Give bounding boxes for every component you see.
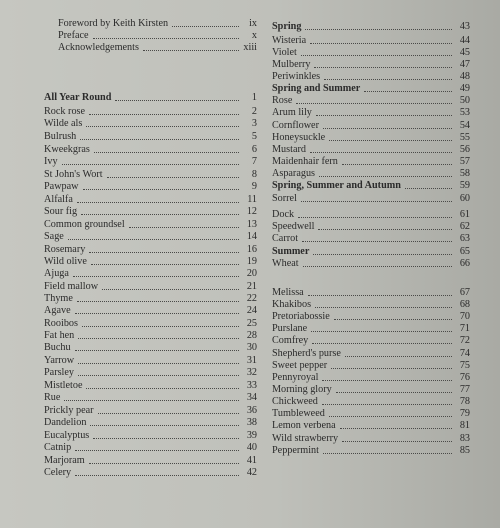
page-number: 7 <box>251 156 257 167</box>
toc-entry <box>272 221 470 233</box>
entry-label: Arum lily <box>272 107 312 118</box>
page-number: 77 <box>459 384 470 395</box>
frontmatter-entry <box>44 42 257 54</box>
entry-label: Sour fig <box>44 206 78 217</box>
entry-label: Lemon verbena <box>272 420 336 431</box>
entry-label: Mistletoe <box>44 380 83 391</box>
dot-leader <box>329 140 452 141</box>
page-number: 62 <box>459 221 470 232</box>
toc-entry <box>44 318 257 330</box>
page-number: 20 <box>246 268 257 279</box>
toc-entry <box>272 396 470 408</box>
toc-entry <box>44 392 257 404</box>
entry-label: Violet <box>272 47 297 58</box>
entry-label: Ivy <box>44 156 58 167</box>
entry-label: Cornflower <box>272 120 319 131</box>
toc-entry <box>272 445 470 457</box>
entry-label: Peppermint <box>272 445 319 456</box>
toc-entry <box>44 256 257 268</box>
page-number: 74 <box>459 348 470 359</box>
page-number: 45 <box>459 47 470 58</box>
entry-label: Buchu <box>44 342 71 353</box>
page-number: 24 <box>246 305 257 316</box>
dot-leader <box>405 188 452 189</box>
page-number: 40 <box>246 442 257 453</box>
page-number: 58 <box>459 168 470 179</box>
entry-label: Alfalfa <box>44 194 73 205</box>
toc-entry <box>44 293 257 305</box>
dot-leader <box>78 338 239 339</box>
toc-entry <box>272 156 470 168</box>
section-row <box>272 180 470 192</box>
dot-leader <box>340 428 452 429</box>
dot-leader <box>83 189 239 190</box>
page-number: 5 <box>251 131 257 142</box>
dot-leader <box>62 164 239 165</box>
toc-entry <box>44 231 257 243</box>
dot-leader <box>331 368 452 369</box>
entry-label: Wheat <box>272 258 299 269</box>
toc-entry <box>44 380 257 392</box>
page-number: 6 <box>251 144 257 155</box>
toc-entry <box>44 181 257 193</box>
toc-entry <box>44 106 257 118</box>
dot-leader <box>298 217 452 218</box>
toc-entry <box>44 219 257 231</box>
toc-entry <box>272 372 470 384</box>
page-number: 14 <box>246 231 257 242</box>
dot-leader <box>318 229 452 230</box>
page-number: 53 <box>459 107 470 118</box>
entry-label: Sorrel <box>272 193 297 204</box>
section-row <box>44 92 257 104</box>
dot-leader <box>89 114 239 115</box>
dot-leader <box>308 295 452 296</box>
page-number: 19 <box>246 256 257 267</box>
page-number: 60 <box>459 193 470 204</box>
page-number: 63 <box>459 233 470 244</box>
dot-leader <box>329 416 452 417</box>
dot-leader <box>322 380 452 381</box>
entry-label: Speedwell <box>272 221 315 232</box>
toc-entry <box>44 194 257 206</box>
entry-label: Acknowledgements <box>58 42 139 53</box>
dot-leader <box>310 43 452 44</box>
dot-leader <box>129 227 239 228</box>
dot-leader <box>172 26 239 27</box>
page-number: 68 <box>459 299 470 310</box>
frontmatter-entry <box>44 18 257 30</box>
entry-label: Khakibos <box>272 299 312 310</box>
dot-leader <box>75 313 239 314</box>
entry-label: Rock rose <box>44 106 86 117</box>
entry-label: Periwinkles <box>272 71 321 82</box>
dot-leader <box>345 356 452 357</box>
page-number: 70 <box>459 311 470 322</box>
entry-label: Pennyroyal <box>272 372 319 383</box>
page-number: 13 <box>246 219 257 230</box>
toc-entry <box>44 169 257 181</box>
page-number: 55 <box>459 132 470 143</box>
entry-label: Catnip <box>44 442 72 453</box>
toc-entry <box>272 287 470 299</box>
dot-leader <box>342 441 452 442</box>
entry-label: Wild strawberry <box>272 433 339 444</box>
dot-leader <box>316 115 452 116</box>
toc-entry <box>272 95 470 107</box>
toc-entry <box>272 47 470 59</box>
toc-entry <box>44 131 257 143</box>
entry-label: Asparagus <box>272 168 316 179</box>
dot-leader <box>89 252 239 253</box>
page-number: 41 <box>246 455 257 466</box>
page-number: 34 <box>246 392 257 403</box>
toc-entry <box>272 360 470 372</box>
dot-leader <box>107 177 239 178</box>
entry-label: Celery <box>44 467 72 478</box>
page-number: 78 <box>459 396 470 407</box>
toc-entry <box>272 35 470 47</box>
page-number: 72 <box>459 335 470 346</box>
entry-label: Rosemary <box>44 244 86 255</box>
dot-leader <box>312 343 452 344</box>
page-number: x <box>251 30 257 41</box>
toc-entry <box>44 305 257 317</box>
toc-entry <box>272 71 470 83</box>
entry-label: Yarrow <box>44 355 75 366</box>
dot-leader <box>75 475 239 476</box>
toc-entry <box>44 417 257 429</box>
page-number: 33 <box>246 380 257 391</box>
entry-label: Wild olive <box>44 256 87 267</box>
page-number: 12 <box>246 206 257 217</box>
toc-entry <box>272 408 470 420</box>
toc-entry <box>272 168 470 180</box>
dot-leader <box>303 266 452 267</box>
entry-label: Dock <box>272 209 295 220</box>
toc-entry <box>272 120 470 132</box>
page-number: 9 <box>251 181 257 192</box>
page-number: 44 <box>459 35 470 46</box>
entry-label: Field mallow <box>44 281 99 292</box>
entry-label: Comfrey <box>272 335 309 346</box>
entry-label: Parsley <box>44 367 74 378</box>
page-number: 59 <box>459 180 470 191</box>
entry-label: Wisteria <box>272 35 307 46</box>
entry-label: Melissa <box>272 287 304 298</box>
page-number: 30 <box>246 342 257 353</box>
entry-label: Kweekgras <box>44 144 90 155</box>
dot-leader <box>94 152 239 153</box>
page-number: 75 <box>459 360 470 371</box>
toc-entry <box>44 144 257 156</box>
entry-label: Mustard <box>272 144 306 155</box>
page-number: 16 <box>246 244 257 255</box>
page-number: 38 <box>246 417 257 428</box>
dot-leader <box>334 319 452 320</box>
entry-label: Thyme <box>44 293 73 304</box>
entry-label: Foreword by Keith Kirsten <box>58 18 169 29</box>
entry-label: Carrot <box>272 233 299 244</box>
section-row <box>272 83 470 95</box>
dot-leader <box>80 139 239 140</box>
page-number: 28 <box>246 330 257 341</box>
entry-label: Rooibos <box>44 318 78 329</box>
section-row <box>272 21 470 33</box>
section-heading: Summer <box>272 246 310 257</box>
page-number: 54 <box>459 120 470 131</box>
page-number: 76 <box>459 372 470 383</box>
toc-entry <box>44 467 257 479</box>
entry-label: Honeysuckle <box>272 132 326 143</box>
page-number: 85 <box>459 445 470 456</box>
page-number: 36 <box>246 405 257 416</box>
toc-entry <box>272 209 470 221</box>
entry-label: Ajuga <box>44 268 69 279</box>
section-heading: Spring, Summer and Autumn <box>272 180 401 191</box>
toc-entry <box>272 348 470 360</box>
toc-entry <box>272 258 470 270</box>
page-number: 25 <box>246 318 257 329</box>
entry-label: Dandelion <box>44 417 87 428</box>
entry-label: Preface <box>58 30 89 41</box>
dot-leader <box>77 301 239 302</box>
frontmatter-entry <box>44 30 257 42</box>
toc-entry <box>44 281 257 293</box>
toc-entry <box>272 107 470 119</box>
page-number: 22 <box>246 293 257 304</box>
page-number: 57 <box>459 156 470 167</box>
dot-leader <box>314 67 452 68</box>
page-number: ix <box>249 18 257 29</box>
dot-leader <box>77 202 239 203</box>
toc-entry <box>44 455 257 467</box>
entry-label: Wilde als <box>44 118 83 129</box>
toc-entry <box>44 330 257 342</box>
entry-label: Sage <box>44 231 64 242</box>
dot-leader <box>301 55 452 56</box>
page-number: 81 <box>459 420 470 431</box>
dot-leader <box>143 50 239 51</box>
entry-label: Common groundsel <box>44 219 125 230</box>
toc-entry <box>272 193 470 205</box>
page-number: 2 <box>251 106 257 117</box>
dot-leader <box>86 126 239 127</box>
entry-label: Purslane <box>272 323 308 334</box>
page-number: 1 <box>251 92 257 103</box>
dot-leader <box>322 404 452 405</box>
toc-entry <box>44 367 257 379</box>
page-number: 49 <box>459 83 470 94</box>
entry-label: Agave <box>44 305 71 316</box>
toc-entry <box>44 156 257 168</box>
dot-leader <box>336 392 452 393</box>
toc-entry <box>272 299 470 311</box>
page-number: 83 <box>459 433 470 444</box>
toc-entry <box>44 342 257 354</box>
section-heading: Spring and Summer <box>272 83 361 94</box>
entry-label: Mulberry <box>272 59 311 70</box>
section-row <box>272 246 470 258</box>
page-number: 32 <box>246 367 257 378</box>
page-number: 61 <box>459 209 470 220</box>
page-number: 71 <box>459 323 470 334</box>
dot-leader <box>64 400 239 401</box>
entry-label: Fat hen <box>44 330 75 341</box>
dot-leader <box>93 38 239 39</box>
dot-leader <box>310 152 452 153</box>
dot-leader <box>91 264 239 265</box>
toc-entry <box>272 144 470 156</box>
entry-label: Eucalyptus <box>44 430 90 441</box>
toc-entry <box>272 433 470 445</box>
toc-entry <box>272 59 470 71</box>
entry-label: Maidenhair fern <box>272 156 338 167</box>
toc-entry <box>44 405 257 417</box>
dot-leader <box>296 103 452 104</box>
dot-leader <box>90 425 239 426</box>
page-number: 47 <box>459 59 470 70</box>
entry-label: Chickweed <box>272 396 318 407</box>
toc-entry <box>44 268 257 280</box>
dot-leader <box>98 413 239 414</box>
page-number: 8 <box>251 169 257 180</box>
dot-leader <box>102 289 239 290</box>
toc-entry <box>44 244 257 256</box>
dot-leader <box>364 91 452 92</box>
toc-entry <box>44 206 257 218</box>
dot-leader <box>93 438 239 439</box>
entry-label: Marjoram <box>44 455 85 466</box>
entry-label: Shepherd's purse <box>272 348 341 359</box>
toc-entry <box>44 442 257 454</box>
page-number: 31 <box>246 355 257 366</box>
page-number: 42 <box>246 467 257 478</box>
dot-leader <box>313 254 452 255</box>
dot-leader <box>342 164 452 165</box>
page-number: 3 <box>251 118 257 129</box>
section-heading: All Year Round <box>44 92 112 103</box>
dot-leader <box>81 214 239 215</box>
entry-label: Rue <box>44 392 61 403</box>
entry-label: St John's Wort <box>44 169 103 180</box>
dot-leader <box>305 29 452 30</box>
dot-leader <box>78 363 239 364</box>
page-number: 67 <box>459 287 470 298</box>
dot-leader <box>75 350 239 351</box>
dot-leader <box>78 375 239 376</box>
toc-entry <box>272 311 470 323</box>
toc-entry <box>272 420 470 432</box>
entry-label: Prickly pear <box>44 405 94 416</box>
dot-leader <box>75 450 239 451</box>
toc-entry <box>44 430 257 442</box>
toc-entry <box>272 335 470 347</box>
dot-leader <box>302 241 452 242</box>
page-number: xiii <box>243 42 257 53</box>
page-number: 43 <box>459 21 470 32</box>
dot-leader <box>89 463 239 464</box>
dot-leader <box>315 307 452 308</box>
page-number: 11 <box>247 194 257 205</box>
dot-leader <box>68 239 239 240</box>
dot-leader <box>323 128 452 129</box>
entry-label: Rose <box>272 95 293 106</box>
dot-leader <box>73 276 239 277</box>
toc-entry <box>272 132 470 144</box>
dot-leader <box>82 326 239 327</box>
dot-leader <box>86 388 239 389</box>
entry-label: Tumbleweed <box>272 408 325 419</box>
page-number: 50 <box>459 95 470 106</box>
toc-entry <box>44 118 257 130</box>
page-number: 79 <box>459 408 470 419</box>
entry-label: Morning glory <box>272 384 332 395</box>
toc-entry <box>272 323 470 335</box>
toc-entry <box>272 233 470 245</box>
dot-leader <box>319 176 452 177</box>
toc-entry <box>272 384 470 396</box>
entry-label: Pretoriabossie <box>272 311 330 322</box>
page-number: 66 <box>459 258 470 269</box>
toc-entry <box>44 355 257 367</box>
dot-leader <box>311 331 452 332</box>
dot-leader <box>115 100 239 101</box>
entry-label: Pawpaw <box>44 181 79 192</box>
section-heading: Spring <box>272 21 302 32</box>
dot-leader <box>301 201 452 202</box>
dot-leader <box>324 79 452 80</box>
entry-label: Bulrush <box>44 131 77 142</box>
entry-label: Sweet pepper <box>272 360 328 371</box>
dot-leader <box>323 453 452 454</box>
page-number: 48 <box>459 71 470 82</box>
page-number: 65 <box>459 246 470 257</box>
page-number: 56 <box>459 144 470 155</box>
page-number: 21 <box>246 281 257 292</box>
page-number: 39 <box>246 430 257 441</box>
